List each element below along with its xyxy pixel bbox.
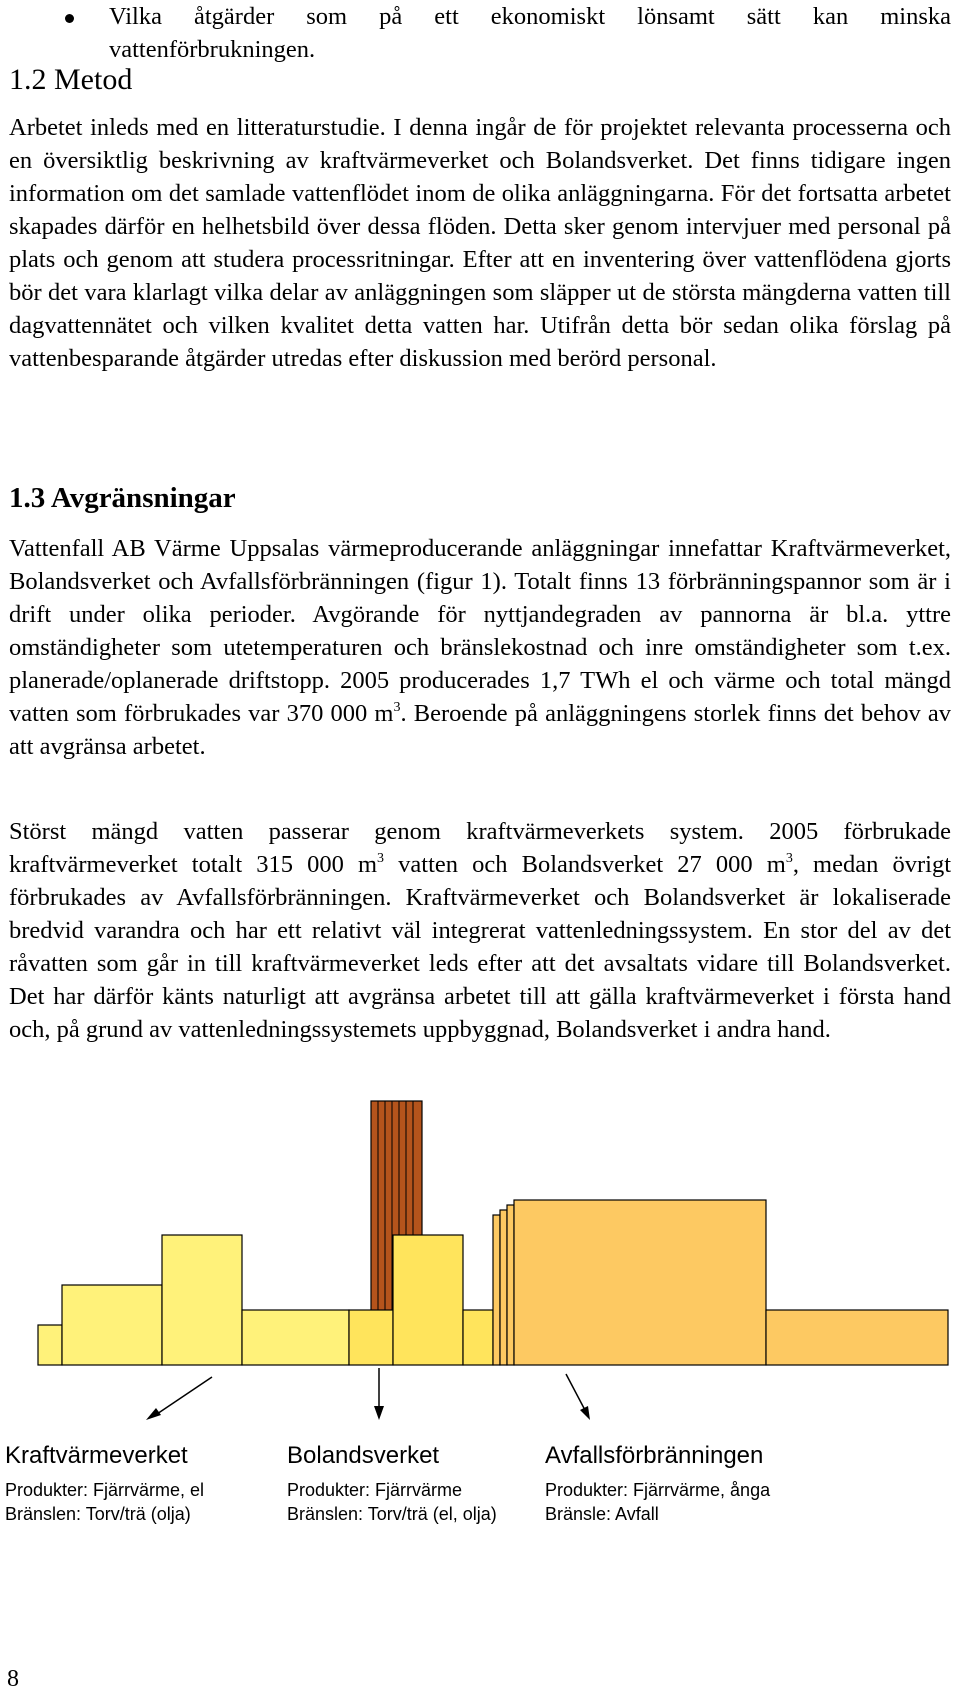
label-title: Bolandsverket <box>287 1442 440 1469</box>
label-products: Produkter: Fjärrvärme, ånga <box>545 1480 771 1500</box>
bullet-line-1: Vilka åtgärder som på ett ekonomiskt lönsamt sätt kan minska <box>109 3 951 30</box>
page-number: 8 <box>7 1666 19 1692</box>
arrow-kraftvarmeverket-icon <box>146 1377 212 1420</box>
bullet-dot-icon <box>65 14 74 23</box>
label-products: Produkter: Fjärrvärme, el <box>5 1480 205 1500</box>
kraftvarmeverket-building <box>38 1235 349 1365</box>
paragraph-metod: Arbetet inleds med en litteraturstudie. I denna ingår de för projektet relevanta processerna och en översiktlig beskrivning av kraftvärmeverket och Bolandsverket. Det finns tidigare ingen information om det samlade vattenflödet inom de olika anläggningarna. För det fortsatta arbetet skapades därför en helhetsbild över dessa flöden. Detta sker genom intervjuer med personal på plats och genom att studera processritningar. Efter att en inventering över vattenflödena gjorts bör det vara klarlagt vilka delar av anläggningen som släpper ut de största mängderna vatten till dagvattennätet och vilken kvalitet detta vatten har. Utifrån detta bör sedan olika förslag på vattenbesparande åtgärder utredas efter diskussion med berörd personal. <box>9 114 951 372</box>
heading-metod: 1.2 Metod <box>9 63 133 96</box>
label-fuels: Bränsle: Avfall <box>545 1504 659 1524</box>
bullet-line-2: vattenförbrukningen. <box>109 36 316 63</box>
label-title: Avfallsförbränningen <box>545 1442 764 1469</box>
label-products: Produkter: Fjärrvärme <box>287 1480 463 1500</box>
arrow-bolandsverket-icon <box>374 1368 384 1420</box>
arrow-avfallsforbranningen-icon <box>566 1374 590 1420</box>
paragraph-avgransningar-2: Störst mängd vatten passerar genom kraftvärmeverkets system. 2005 förbrukade kraftvärmeverket totalt 315 000 $m^3$ vatten och Bolandsverket 27 000 $m^3$, medan övrigt förbrukades av Avfallsförbränningen. Kraftvärmeverket och Bolandsverket är lokaliserade bredvid varandra och har ett relativt väl integrerat vattenledningssystem. En stor del av det råvatten som går in till kraftvärmeverket leds efter att det avsaltats vidare till Bolandsverket. Det har därför känts naturligt att avgränsa arbetet till att gälla kraftvärmeverket i första hand och, på grund av vattenledningssystemets uppbyggnad, Bolandsverket i andra hand. <box>9 818 951 1043</box>
label-fuels: Bränslen: Torv/trä (el, olja) <box>287 1504 497 1524</box>
paragraph-avgransningar-1: Vattenfall AB Värme Uppsalas värmeproducerande anläggningar innefattar Kraftvärmeverket, Bolandsverket och Avfallsförbränningen (figur 1). Totalt finns 13 förbränningspannor som är i drift under olika perioder. Avgörande för nyttjandegraden av pannorna är bl.a. yttre omständigheter som utetemperaturen och bränslekostnad och inre omständigheter som t.ex. planerade/oplanerade driftstopp. 2005 producerades 1,7 TWh el och värme och total mängd vatten som förbrukades var 370 000 $m^3$. Beroende på anläggningens storlek finns det behov av att avgränsa arbetet. <box>9 535 951 760</box>
heading-avgransningar: 1.3 Avgränsningar <box>9 482 236 514</box>
avfallsforbranningen-building <box>493 1200 948 1365</box>
bullet-item <box>9 0 951 66</box>
plants-illustration <box>0 1100 960 1420</box>
label-title: Kraftvärmeverket <box>5 1442 188 1469</box>
label-fuels: Bränslen: Torv/trä (olja) <box>5 1504 191 1524</box>
